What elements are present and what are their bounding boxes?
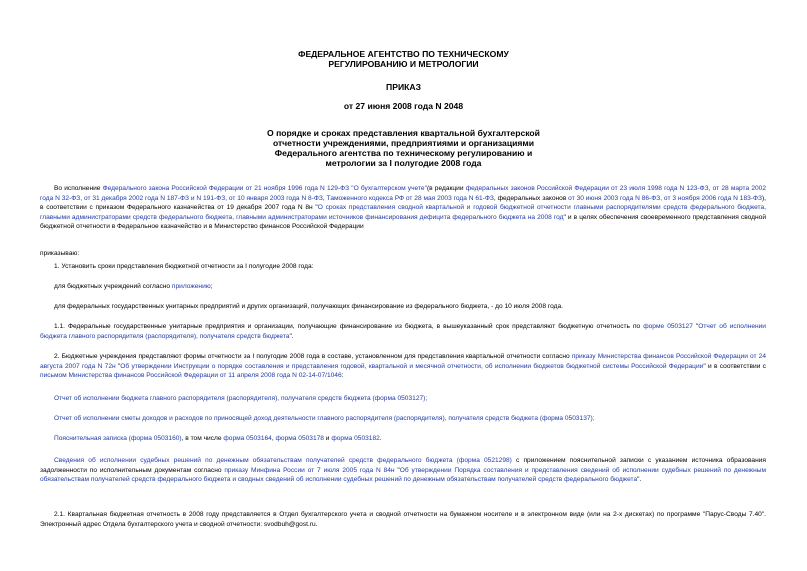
preamble-paragraph (40, 184, 766, 232)
link-federal-laws[interactable]: федеральных законов Российской Федерации от 23 июля 1998 года N 123-ФЗ, от 28 марта 2002 года N 32-ФЗ, от 31 декабря 2002 года N 187-ФЗ и N 191-ФЗ, от 10 января 2003 года N 8-ФЗ (40, 185, 766, 202)
link-federal-laws-2003-2006[interactable]: от 30 июня 2003 года N 86-ФЗ, от 3 ноября 2006 года N 183-ФЗ (568, 194, 762, 202)
item-budget-institutions (54, 282, 766, 292)
link-form-0503164[interactable]: форма 0503164 (223, 435, 272, 442)
link-budget-execution-report[interactable]: Отчет об исполнении бюджета главного распорядителя (распорядителя), получателя средств бюджета (40, 323, 766, 340)
budget-text-2: ; (210, 283, 213, 290)
court-text-3: ". (637, 476, 642, 484)
link-minfin-order-84n[interactable]: приказу Минфина России от 7 июля 2005 года N 84н (224, 466, 395, 474)
link-form-0503127[interactable]: форме 0503127 (643, 323, 693, 330)
item-1-1 (40, 322, 766, 341)
item11-text-3: ". (289, 332, 294, 340)
forms-text-4: . (379, 435, 382, 442)
item-unitary-enterprises: для федеральных государственных унитарных предприятий и других организаций, получающих финансирование из федерального бюджета, - до 10 июля 2008 года. (54, 303, 563, 310)
item11-text-2: " (692, 323, 699, 330)
link-minfin-letter[interactable]: письмом Министерства финансов Российской Федерации от 11 апреля 2008 года N 02-14-07/1046 (40, 372, 342, 380)
preamble-text-4: , федеральных законов (493, 194, 569, 202)
document-title-line2: отчетности учреждениями, предприятиями и организациями (272, 138, 535, 148)
document-title-line4: метрологии за I полугодие 2008 года (325, 158, 482, 168)
forms-text-2: , (271, 435, 276, 442)
item-1: 1. Установить сроки представления бюджетной отчетности за I полугодие 2008 года: (54, 263, 314, 270)
preamble-text-3: , (322, 194, 327, 202)
preamble-text-1: Во исполнение (54, 185, 103, 192)
budget-text-1: для бюджетных учреждений согласно (54, 283, 172, 290)
link-federal-law-129[interactable]: Федерального закона Российской Федерации от 21 ноября 1996 года N 129-ФЗ "О бухгалтерском учете" (102, 185, 427, 192)
item2-text-4: : (341, 372, 344, 380)
item2-text-3: " и в соответствии с (703, 362, 766, 370)
link-form-0503182[interactable]: форма 0503182 (331, 435, 380, 442)
document-title-line3: Федерального агентства по техническому регулированию и (274, 148, 533, 158)
document-type: ПРИКАЗ (386, 82, 421, 92)
order-word: приказываю: (40, 250, 80, 257)
link-treasury-order[interactable]: О сроках представления сводной квартальной и годовой бюджетной отчетности главными распорядителями средств федерального бюджета, главными администраторами средств федерального бюджета, главными администраторами источников финансирования дефицита федерального бюджета на 2008 год (40, 204, 767, 221)
item2-text-2: " (115, 362, 121, 370)
court-text-2: " (394, 466, 400, 474)
link-procedure-approval[interactable]: Об утверждении Порядка составления и представления сведений об исполнении судебных решений по денежным обязательствам получателей средств федерального бюджета и сводных сведений об исполнении судебных решений по денежным обязательствам получателей средств федерального бюджета (40, 466, 766, 484)
item-2-1: 2.1. Квартальная бюджетная отчетность в 2008 году представляется в Отдел бухгалтерского учета и сводной отчетности на бумажном носителе и в электронном виде (или на 2-х дискетах) по программе "Парус-Своды 7.40". Электронный адрес Отдела бухгалтерского учета и сводной отчетности: svodbuh@gost.ru. (40, 511, 766, 528)
link-minfin-order-72n[interactable]: приказу Министерства финансов Российской Федерации от 24 августа 2007 года N 72н (40, 353, 766, 370)
item-2 (40, 352, 766, 381)
link-appendix[interactable]: приложению (171, 283, 211, 290)
forms-text-3: и (323, 435, 332, 442)
item-court-decisions (40, 456, 766, 485)
link-form-0503178[interactable]: форма 0503178 (275, 435, 324, 442)
document-title-line1: О порядке и сроках представления квартальной бухгалтерской (267, 128, 540, 138)
link-form-0503127-report[interactable]: Отчет об исполнении бюджета главного распорядителя (распорядителя), получателя средств бюджета (форма 0503127); (54, 395, 428, 402)
link-form-0503160[interactable]: Пояснительная записка (форма 0503160) (54, 435, 182, 442)
link-form-0521298[interactable]: Сведения об исполнении судебных решений по денежным обязательствам получателей средств федерального бюджета (форма 0521298) (54, 457, 512, 464)
item-explanatory-note (54, 434, 766, 444)
agency-name-line2: РЕГУЛИРОВАНИЮ И МЕТРОЛОГИИ (328, 59, 479, 69)
court-text-1: с приложением пояснительной записки с указанием источника образования задолженности по исполнительным документам согласно (40, 457, 766, 474)
preamble-text-2: (в редакции (426, 185, 466, 192)
document-date: от 27 июня 2008 года N 2048 (343, 101, 464, 111)
item2-text-1: 2. Бюджетные учреждения представляют формы отчетности за I полугодие 2008 года в составе, установленном для представления квартальной отчетности согласно (54, 353, 572, 360)
preamble-text-6: " и в целях обеспечения своевременного представления сводной бюджетной отчетности в Федеральное казначейство и в Министерство финансов Российской Федерации (40, 213, 766, 231)
link-instruction-approval[interactable]: Об утверждении Инструкции о порядке составления и представления годовой, квартальной и месячной отчетности, об исполнении бюджетов бюджетной системы Российской Федерации (120, 362, 704, 370)
item11-text-1: 1.1. Федеральные государственные унитарные предприятия и организации, получающие финансирование из бюджета, в вышеуказанный срок представляют бюджетную отчетность по (54, 323, 644, 330)
forms-text-1: , в том числе (181, 435, 224, 442)
preamble-text-5: ), в соответствии с приказом Федерального казначейства от 19 декабря 2007 года N 8н " (40, 194, 766, 212)
agency-name-line1: ФЕДЕРАЛЬНОЕ АГЕНТСТВО ПО ТЕХНИЧЕСКОМУ (298, 49, 509, 59)
link-form-0503137-report[interactable]: Отчет об исполнении сметы доходов и расходов по приносящей доход деятельности главного распорядителя (распорядителя), получателя средств бюджета (форма 0503137); (54, 415, 595, 422)
link-customs-code[interactable]: Таможенного кодекса РФ от 28 мая 2003 года N 61-ФЗ (326, 194, 494, 202)
